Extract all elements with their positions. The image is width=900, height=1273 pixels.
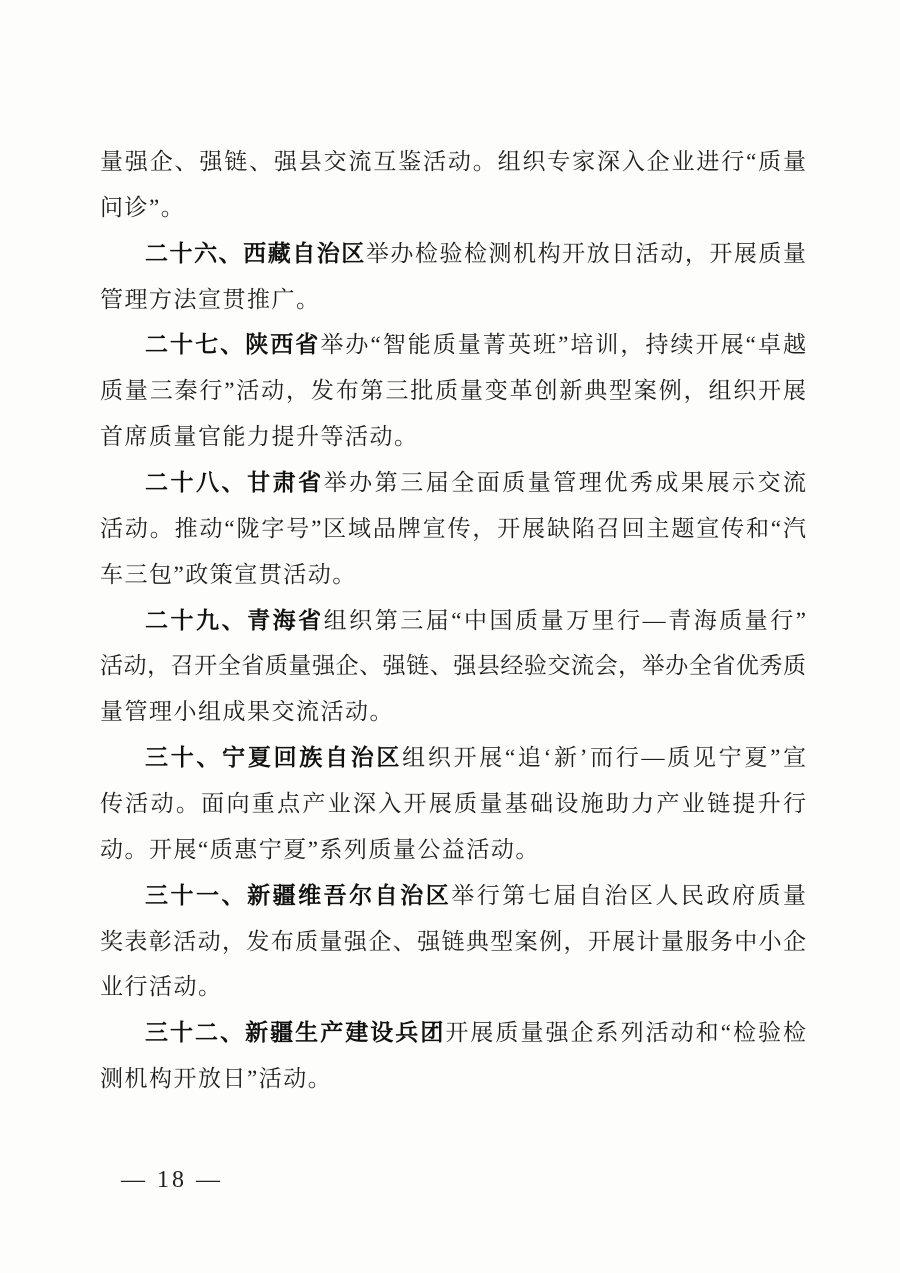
intro-line-1: 量强企、强链、强县交流互鉴活动。组织专家深入企业进行“质量 [100, 149, 806, 174]
paragraph-29-heading: 二十九、青海省 [145, 606, 324, 633]
paragraph-30-line-3: 动。开展“质惠宁夏”系列质量公益活动。 [100, 836, 540, 862]
paragraph-26-line-1 [100, 231, 806, 277]
paragraph-31-line-2: 奖表彰活动，发布质量强企、强链典型案例，开展计量服务中小企 [100, 928, 806, 954]
paragraph-30-line-2: 传活动。面向重点产业深入开展质量基础设施助力产业链提升行 [100, 791, 806, 817]
paragraph-28-heading: 二十八、甘肃省 [145, 469, 324, 496]
paragraph-27-line-1 [100, 322, 806, 368]
paragraph-30-heading: 三十、宁夏回族自治区 [145, 744, 403, 771]
paragraph-28-line-2: 活动。推动“陇字号”区域品牌宣传，开展缺陷召回主题宣传和“汽 [100, 515, 806, 541]
document-body [100, 139, 806, 1102]
paragraph-32-line-2: 测机构开放日”活动。 [100, 1066, 333, 1092]
paragraph-28-text: 举办第三届全面质量管理优秀成果展示交流 [323, 470, 807, 496]
paragraph-30-text: 组织开展“追‘新’而行—质见宁夏”宣 [402, 745, 806, 771]
paragraph-31-line-1 [100, 873, 806, 919]
paragraph-31-text: 举行第七届自治区人民政府质量 [451, 882, 807, 908]
paragraph-31-heading: 三十一、新疆维吾尔自治区 [145, 881, 452, 908]
paragraph-29-text: 组织第三届“中国质量万里行—青海质量行” [323, 607, 806, 633]
paragraph-29-line-1 [100, 598, 806, 644]
paragraph-27-text: 举办“智能质量菁英班”培训，持续开展“卓越 [320, 332, 806, 358]
paragraph-29-line-2: 活动，召开全省质量强企、强链、强县经验交流会，举办全省优秀质 [100, 653, 806, 679]
intro-line-2: 问诊”。 [100, 194, 186, 220]
paragraph-26-text: 举办检验检测机构开放日活动，开展质量 [365, 240, 807, 266]
paragraph-27-heading: 二十七、陕西省 [145, 331, 321, 358]
paragraph-27-line-2: 质量三秦行”活动，发布第三批质量变革创新典型案例，组织开展 [100, 378, 806, 404]
paragraph-32-text: 开展质量强企系列活动和“检验检 [445, 1020, 807, 1046]
paragraph-28-line-1 [100, 460, 806, 506]
paragraph-26-heading: 二十六、西藏自治区 [145, 239, 366, 266]
paragraph-29-line-3: 量管理小组成果交流活动。 [100, 699, 394, 725]
paragraph-27-line-3: 首席质量官能力提升等活动。 [100, 424, 419, 450]
paragraph-30-line-1 [100, 735, 806, 781]
paragraph-32-heading: 三十二、新疆生产建设兵团 [145, 1019, 446, 1046]
paragraph-26-line-2: 管理方法宣贯推广。 [100, 286, 321, 312]
page-number: — 18 — [121, 1167, 223, 1193]
paragraph-31-line-3: 业行活动。 [100, 974, 223, 1000]
paragraph-28-line-3: 车三包”政策宣贯活动。 [100, 561, 357, 587]
paragraph-32-line-1 [100, 1010, 806, 1056]
